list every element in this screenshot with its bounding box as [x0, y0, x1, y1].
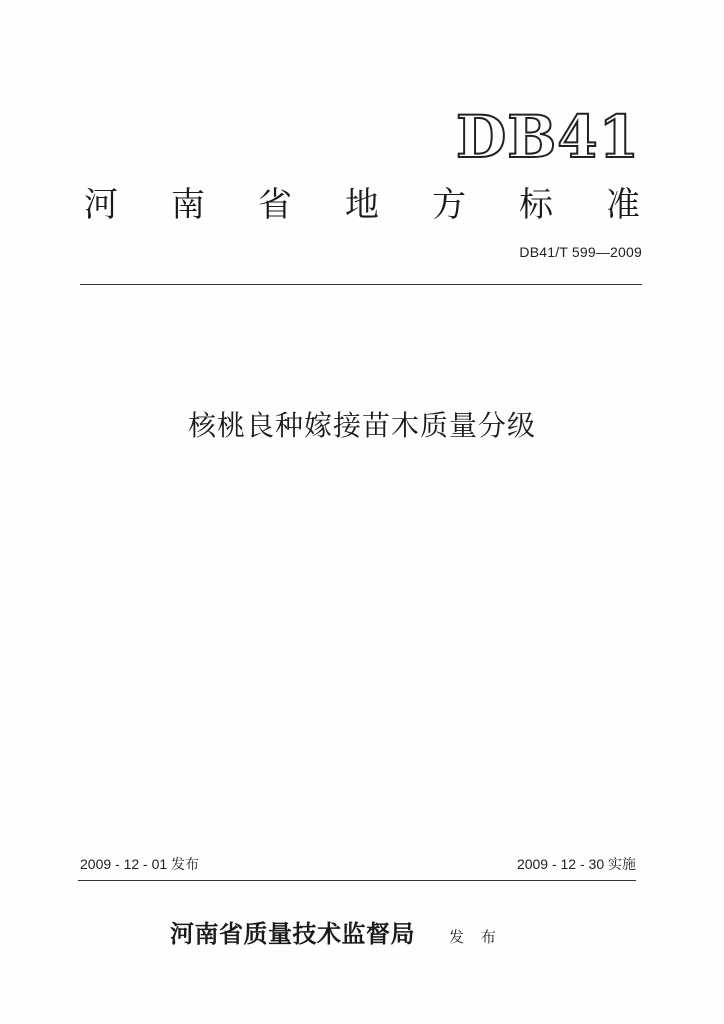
standard-type-char: 地: [345, 185, 379, 225]
issue-date: 2009 - 12 - 01 发布: [80, 856, 200, 872]
standard-type-char: 标: [519, 185, 553, 225]
issuer-line: [170, 914, 502, 949]
standard-type-char: 方: [432, 185, 466, 225]
header-divider: [80, 284, 642, 285]
footer-divider: [78, 880, 636, 881]
issuing-authority: 河南省质量技术监督局: [170, 919, 415, 948]
publish-label: 发 布: [449, 928, 502, 946]
standard-type-char: 南: [171, 185, 205, 225]
standard-code: DB41: [455, 103, 640, 171]
standard-type-char: 准: [606, 185, 640, 225]
standard-type-heading: [84, 185, 640, 225]
document-title: 核桃良种嫁接苗木质量分级: [187, 409, 536, 442]
standard-type-char: 省: [258, 185, 292, 225]
standard-number: DB41/T 599—2009: [519, 244, 642, 260]
standard-type-char: 河: [84, 185, 118, 225]
implementation-date: 2009 - 12 - 30 实施: [516, 856, 636, 872]
